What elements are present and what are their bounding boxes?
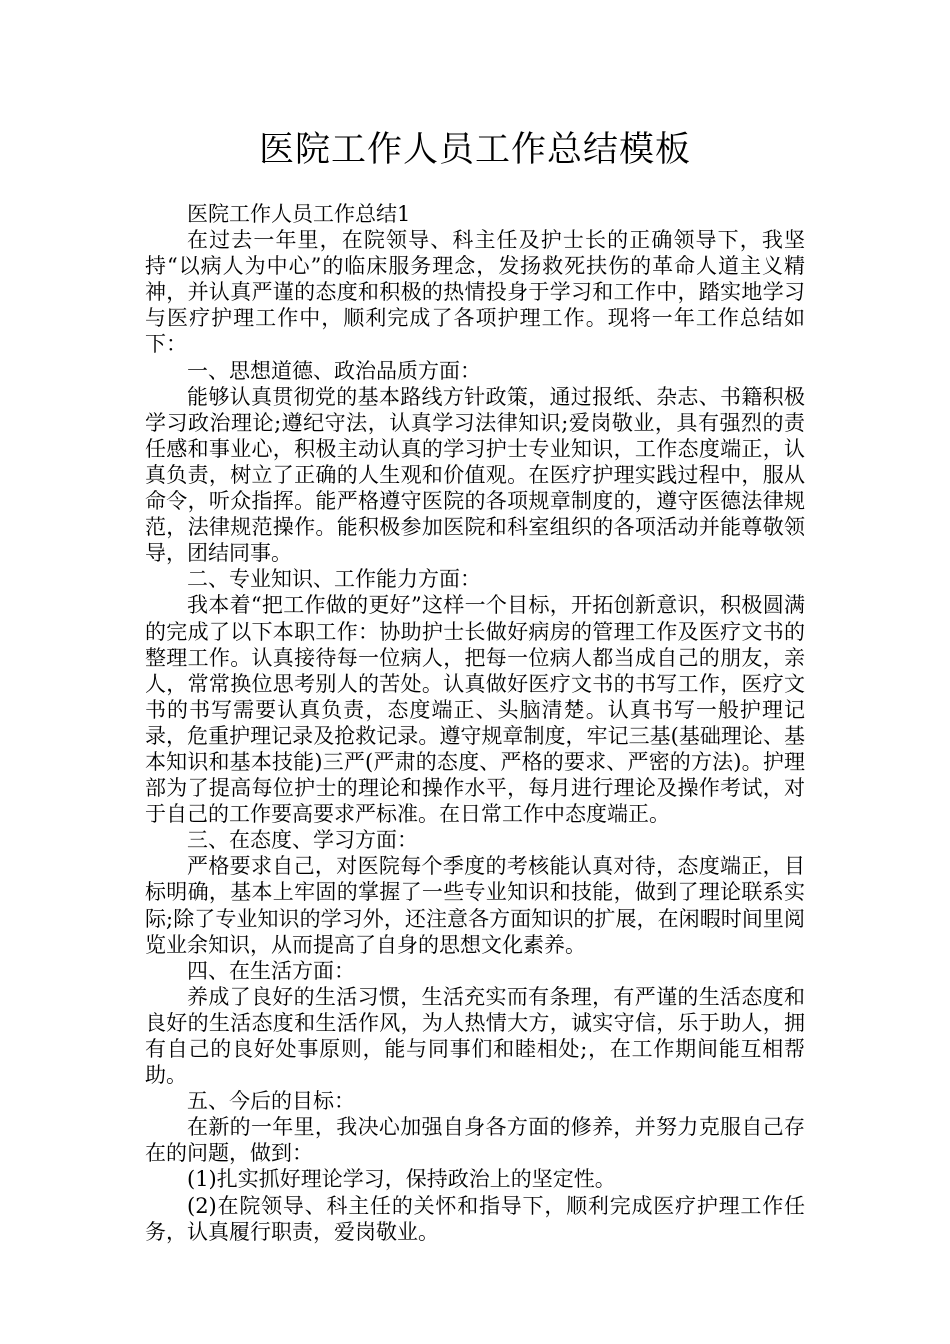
section-body-4: 养成了良好的生活习惯，生活充实而有条理，有严谨的生活态度和良好的生活态度和生活作风，为人热情大方，诚实守信，乐于助人，拥有自己的良好处事原则，能与同事们和睦相处;，在工作期间能互相帮助。: [145, 984, 805, 1088]
section-body-3: 严格要求自己，对医院每个季度的考核能认真对待，态度端正，目标明确，基本上牢固的掌握了一些专业知识和技能，做到了理论联系实际;除了专业知识的学习外，还注意各方面知识的扩展，在闲暇时间里阅览业余知识，从而提高了自身的思想文化素养。: [145, 854, 805, 957]
section-heading-4: 四、在生活方面：: [187, 958, 355, 983]
section-heading-3: 三、在态度、学习方面：: [187, 828, 418, 853]
section-body-2: 我本着“把工作做的更好”这样一个目标，开拓创新意识，积极圆满的完成了以下本职工作：协助护士长做好病房的管理工作及医疗文书的整理工作。认真接待每一位病人，把每一位病人都当成自己的朋友，亲人，常常换位思考别人的苦处。认真做好医疗文书的书写工作，医疗文书的书写需要认真负责，态度端正、头脑清楚。认真书写一般护理记录，危重护理记录及抢救记录。遵守规章制度，牢记三基(基础理论、基本知识和基本技能)三严(严肃的态度、严格的要求、严密的方法)。护理部为了提高每位护士的理论和操作水平，每月进行理论及操作考试，对于自己的工作要高要求严标准。在日常工作中态度端正。: [145, 593, 805, 827]
section-heading-5: 五、今后的目标：: [187, 1089, 355, 1114]
goal-item-1: (1)扎实抓好理论学习，保持政治上的坚定性。: [187, 1167, 616, 1192]
subtitle-paragraph: 医院工作人员工作总结1: [187, 202, 411, 226]
document-title: 医院工作人员工作总结模板: [258, 130, 691, 170]
intro-paragraph: 在过去一年里，在院领导、科主任及护士长的正确领导下，我坚持“以病人为中心”的临床服务理念，发扬救死扶伤的革命人道主义精神，并认真严谨的态度和积极的热情投身于学习和工作中，踏实地学习与医疗护理工作中，顺利完成了各项护理工作。现将一年工作总结如下：: [145, 228, 805, 357]
section-heading-1: 一、思想道德、政治品质方面：: [187, 358, 481, 383]
section-heading-2: 二、专业知识、工作能力方面：: [187, 567, 481, 592]
document-body: [145, 201, 805, 1245]
document-page: [145, 0, 805, 1245]
section-body-1: 能够认真贯彻党的基本路线方针政策，通过报纸、杂志、书籍积极学习政治理论;遵纪守法，认真学习法律知识;爱岗敬业，具有强烈的责任感和事业心，积极主动认真的学习护士专业知识，工作态度端正，认真负责，树立了正确的人生观和价值观。在医疗护理实践过程中，服从命令，听众指挥。能严格遵守医院的各项规章制度的，遵守医德法律规范，法律规范操作。能积极参加医院和科室组织的各项活动并能尊敬领导，团结同事。: [145, 384, 805, 566]
section-body-5: 在新的一年里，我决心加强自身各方面的修养，并努力克服自己存在的问题，做到：: [145, 1115, 805, 1166]
goal-item-2: (2)在院领导、科主任的关怀和指导下，顺利完成医疗护理工作任务，认真履行职责，爱岗敬业。: [145, 1193, 805, 1244]
